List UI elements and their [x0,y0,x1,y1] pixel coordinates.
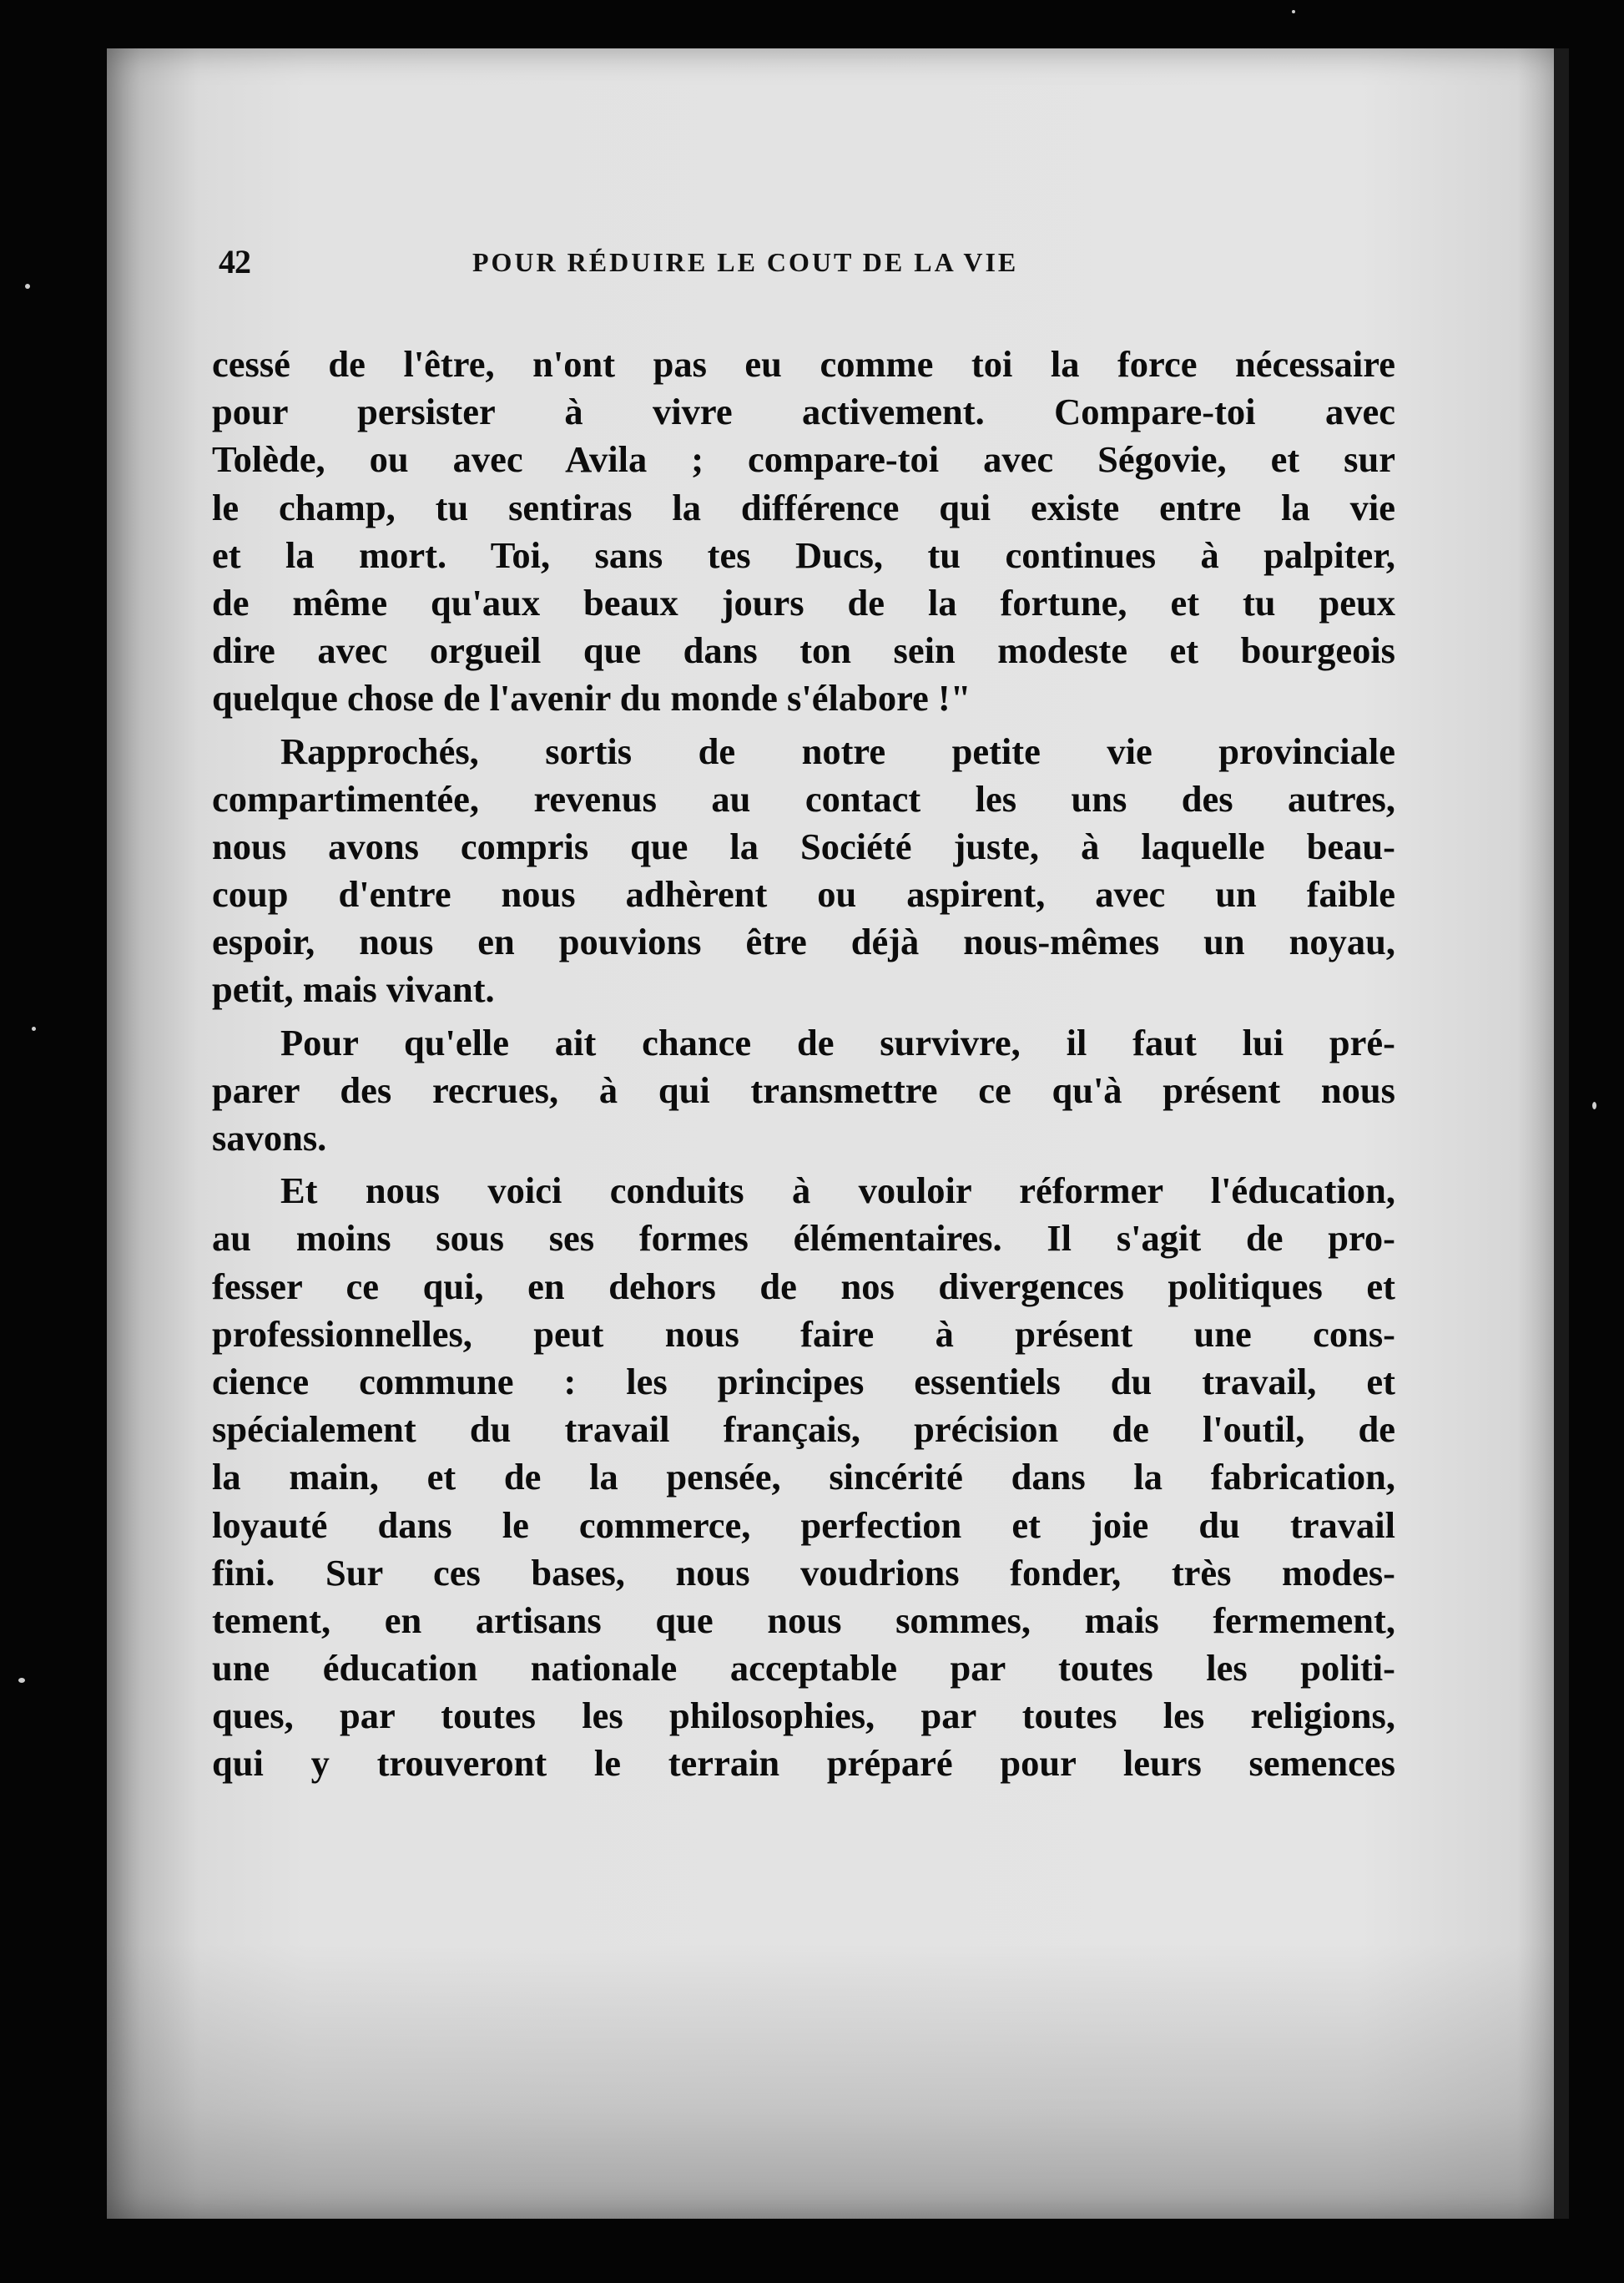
text-line: parer des recrues, à qui transmettre ce qu'à présent nous [212,1068,1395,1111]
page-header [0,242,1624,280]
body-text [212,341,1395,1788]
text-line: coup d'entre nous adhèrent ou aspirent, avec un faible [212,873,1395,916]
text-line: de même qu'aux beaux jours de la fortune, et tu peux [212,581,1395,624]
paragraph [212,728,1395,1014]
text-line: Tolède, ou avec Avila ; compare-toi avec Ségovie, et sur [212,438,1395,481]
scan-speck [1592,1102,1596,1109]
text-line: et la mort. Toi, sans tes Ducs, tu continues à palpiter, [212,533,1395,576]
running-head: POUR RÉDUIRE LE COUT DE LA VIE [472,247,1019,277]
text-line: quelque chose de l'avenir du monde s'élabore !" [212,677,971,720]
text-line: dire avec orgueil que dans ton sein modeste et bourgeois [212,629,1395,672]
text-line: une éducation nationale acceptable par toutes les politi- [212,1647,1395,1690]
text-line: compartimentée, revenus au contact les uns des autres, [212,777,1395,820]
text-line: qui y trouveront le terrain préparé pour leurs semences [212,1742,1395,1785]
paragraph [212,1019,1395,1163]
scan-speck [18,1678,25,1683]
text-line: le champ, tu sentiras la différence qui existe entre la vie [212,486,1395,528]
page-binding-edge [1554,48,1569,2219]
text-line: petit, mais vivant. [212,968,495,1011]
text-line: Pour qu'elle ait chance de survivre, il faut lui pré- [280,1021,1395,1063]
page-shadow [107,1943,1569,2219]
text-line: fesser ce qui, en dehors de nos divergences politiques et [212,1265,1395,1307]
scan-speck [1292,10,1295,13]
text-line: nous avons compris que la Société juste, à laquelle beau- [212,825,1395,867]
text-line: ques, par toutes les philosophies, par toutes les religions, [212,1695,1395,1737]
text-line: au moins sous ses formes élémentaires. Il s'agit de pro- [212,1217,1395,1260]
page-number: 42 [219,243,250,280]
text-line: cessé de l'être, n'ont pas eu comme toi la force nécessaire [212,343,1395,385]
text-line: la main, et de la pensée, sincérité dans la fabrication, [212,1456,1395,1498]
scan-speck [32,1027,36,1031]
text-line: loyauté dans le commerce, perfection et joie du travail [212,1503,1395,1546]
scan-speck [25,284,30,289]
text-line: cience commune : les principes essentiels du travail, et [212,1360,1395,1402]
text-line: pour persister à vivre activement. Compare-toi avec [212,391,1395,433]
paragraph [212,1167,1395,1787]
text-line: savons. [212,1117,327,1159]
text-line: Et nous voici conduits à vouloir réformer l'éducation, [280,1169,1395,1212]
text-line: professionnelles, peut nous faire à présent une cons- [212,1312,1395,1355]
paragraph [212,341,1395,723]
text-line: fini. Sur ces bases, nous voudrions fonder, très modes- [212,1551,1395,1594]
text-line: tement, en artisans que nous sommes, mais fermement, [212,1599,1395,1641]
text-line: spécialement du travail français, précision de l'outil, de [212,1408,1395,1451]
text-line: espoir, nous en pouvions être déjà nous-mêmes un noyau, [212,921,1395,963]
text-line: Rapprochés, sortis de notre petite vie provinciale [280,730,1395,772]
